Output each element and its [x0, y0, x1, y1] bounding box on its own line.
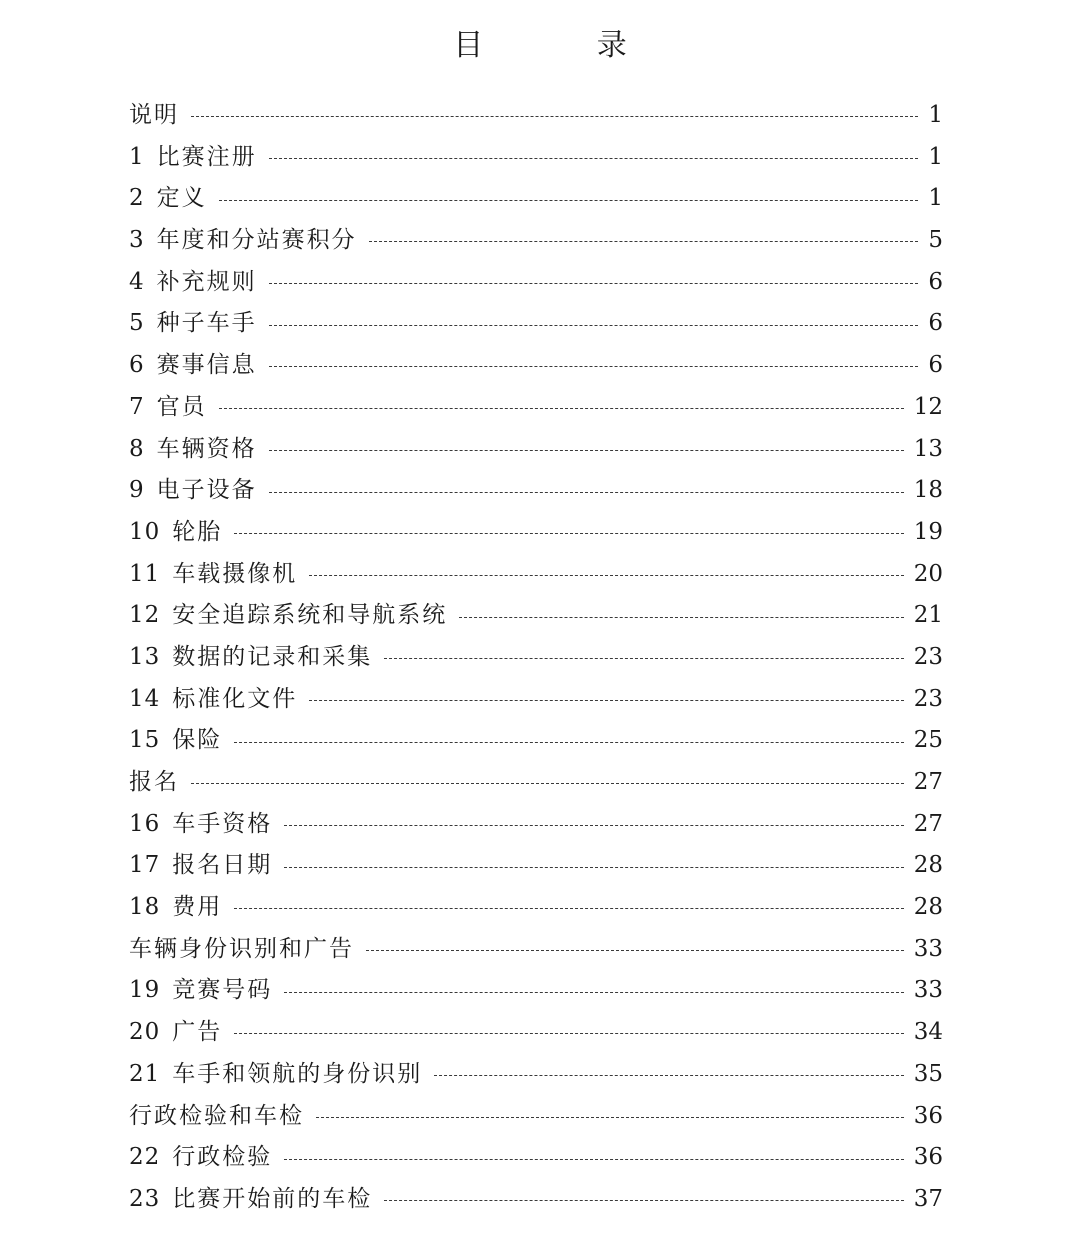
toc-entry-label: 种子车手: [156, 310, 257, 337]
toc-entry[interactable]: [129, 220, 943, 262]
toc-entry-page-number: 33: [913, 977, 943, 1004]
toc-entry-label: 补充规则: [156, 268, 257, 295]
toc-entry-page-number: 6: [928, 352, 943, 379]
toc-entry-number: 22: [129, 1144, 161, 1171]
toc-entry[interactable]: [129, 512, 943, 554]
toc-entry[interactable]: [129, 595, 943, 637]
toc-leader-dashes: [269, 366, 919, 367]
toc-entry-page-number: 1: [928, 185, 943, 212]
toc-entry[interactable]: [129, 637, 943, 679]
toc-leader-dashes: [284, 825, 903, 826]
toc-entry-number: 5: [129, 310, 145, 337]
toc-entry-page-number: 28: [913, 894, 943, 921]
toc-entry-label: 赛事信息: [156, 352, 257, 379]
toc-entry-number: 12: [129, 602, 161, 629]
toc-entry-number: 1: [129, 143, 145, 170]
toc-entry[interactable]: [129, 345, 943, 387]
toc-entry-number: 9: [129, 477, 145, 504]
toc-entry-page-number: 6: [928, 268, 943, 295]
toc-leader-dashes: [369, 241, 919, 242]
toc-entry[interactable]: [129, 178, 943, 220]
toc-entry-label: 车辆资格: [156, 435, 257, 462]
toc-entry-page-number: 36: [913, 1144, 943, 1171]
toc-entry-page-number: 33: [913, 935, 943, 962]
toc-entry-page-number: 6: [928, 310, 943, 337]
toc-entry-page-number: 27: [913, 810, 943, 837]
toc-entry[interactable]: [129, 929, 943, 971]
toc-entry-page-number: 5: [928, 227, 943, 254]
toc-entry-page-number: 1: [928, 143, 943, 170]
toc-entry-label: 比赛注册: [156, 143, 257, 170]
toc-leader-dashes: [384, 658, 903, 659]
toc-entry[interactable]: [129, 95, 943, 137]
toc-entry-label: 安全追踪系统和导航系统: [172, 602, 448, 629]
toc-leader-dashes: [234, 742, 903, 743]
toc-entry-number: 8: [129, 435, 145, 462]
toc-entry-page-number: 28: [913, 852, 943, 879]
toc-entry[interactable]: [129, 1137, 943, 1179]
toc-entry[interactable]: [129, 262, 943, 304]
toc-entry-number: 20: [129, 1019, 161, 1046]
toc-entry[interactable]: [129, 679, 943, 721]
toc-entry-label: 广告: [172, 1019, 223, 1046]
toc-leader-dashes: [219, 408, 904, 409]
toc-entry-label: 说明: [129, 102, 179, 128]
toc-leader-dashes: [234, 1033, 903, 1034]
toc-entry-label: 年度和分站赛积分: [156, 227, 357, 254]
toc-leader-dashes: [459, 617, 903, 618]
toc-entry[interactable]: [129, 1054, 943, 1096]
toc-entry[interactable]: [129, 887, 943, 929]
toc-entry-page-number: 27: [913, 769, 943, 795]
toc-entry-label: 报名日期: [172, 852, 273, 879]
toc-leader-dashes: [234, 908, 903, 909]
toc-entry-page-number: 35: [913, 1060, 943, 1087]
toc-entry-page-number: 23: [913, 643, 943, 670]
toc-entry-label: 数据的记录和采集: [172, 643, 373, 670]
toc-entry-number: 6: [129, 352, 145, 379]
toc-entry-page-number: 18: [913, 477, 943, 504]
toc-entry-number: 11: [129, 560, 161, 587]
toc-entry-number: 15: [129, 727, 161, 754]
toc-entry-label: 车载摄像机: [172, 560, 298, 587]
toc-leader-dashes: [384, 1200, 903, 1201]
toc-entry[interactable]: [129, 720, 943, 762]
toc-entry-label: 费用: [172, 894, 223, 921]
toc-entry-page-number: 21: [913, 602, 943, 629]
toc-leader-dashes: [366, 950, 904, 951]
toc-entry[interactable]: [129, 470, 943, 512]
toc-entry-page-number: 1: [928, 102, 943, 128]
toc-entry-page-number: 13: [913, 435, 943, 462]
toc-entry-label: 车手和领航的身份识别: [172, 1060, 423, 1087]
toc-entry-page-number: 19: [913, 518, 943, 545]
toc-entry[interactable]: [129, 554, 943, 596]
toc-entry-number: 13: [129, 643, 161, 670]
toc-entry-label: 官员: [156, 393, 207, 420]
toc-entry-number: 19: [129, 977, 161, 1004]
toc-entry[interactable]: [129, 1012, 943, 1054]
toc-leader-dashes: [191, 783, 904, 784]
toc-entry-number: 17: [129, 852, 161, 879]
toc-entry-number: 16: [129, 810, 161, 837]
toc-entry[interactable]: [129, 845, 943, 887]
toc-entry-label: 竞赛号码: [172, 977, 273, 1004]
toc-entry-page-number: 36: [913, 1102, 943, 1129]
toc-leader-dashes: [269, 325, 919, 326]
toc-leader-dashes: [316, 1117, 904, 1118]
toc-entry[interactable]: [129, 970, 943, 1012]
toc-leader-dashes: [284, 867, 903, 868]
toc-entry-label: 保险: [172, 727, 223, 754]
toc-entry-number: 10: [129, 518, 161, 545]
toc-entry-number: 3: [129, 227, 145, 254]
toc-entry-label: 标准化文件: [172, 685, 298, 712]
toc-leader-dashes: [284, 992, 903, 993]
toc-leader-dashes: [269, 450, 904, 451]
toc-leader-dashes: [219, 200, 919, 201]
toc-entry[interactable]: [129, 429, 943, 471]
toc-leader-dashes: [309, 575, 903, 576]
toc-leader-dashes: [269, 283, 919, 284]
toc-leader-dashes: [284, 1159, 903, 1160]
toc-entry-page-number: 23: [913, 685, 943, 712]
toc-entry[interactable]: [129, 137, 943, 179]
toc-entry-label: 报名: [129, 769, 179, 795]
toc-entry-number: 23: [129, 1185, 161, 1212]
toc-leader-dashes: [309, 700, 903, 701]
toc-entry[interactable]: [129, 1179, 943, 1221]
toc-leader-dashes: [234, 533, 903, 534]
toc-entry-label: 行政检验和车检: [129, 1102, 304, 1129]
toc-entry-label: 轮胎: [172, 518, 223, 545]
toc-entry-number: 14: [129, 685, 161, 712]
toc-entry-page-number: 37: [913, 1185, 943, 1212]
toc-entry-label: 车手资格: [172, 810, 273, 837]
toc-entry-label: 行政检验: [172, 1144, 273, 1171]
toc-entry-page-number: 34: [913, 1019, 943, 1046]
toc-entry[interactable]: [129, 303, 943, 345]
toc-entry-label: 比赛开始前的车检: [172, 1185, 373, 1212]
toc-entry-label: 车辆身份识别和广告: [129, 935, 354, 962]
toc-entry-number: 7: [129, 393, 145, 420]
toc-entry-label: 电子设备: [156, 477, 257, 504]
table-of-contents: [129, 95, 943, 1221]
toc-entry-page-number: 20: [913, 560, 943, 587]
toc-entry-number: 4: [129, 268, 145, 295]
toc-leader-dashes: [191, 116, 918, 117]
toc-entry-number: 18: [129, 894, 161, 921]
toc-leader-dashes: [269, 492, 904, 493]
page-title: 目 录: [453, 28, 679, 63]
toc-entry[interactable]: [129, 1096, 943, 1138]
toc-entry[interactable]: [129, 762, 943, 804]
toc-entry[interactable]: [129, 804, 943, 846]
toc-entry-label: 定义: [156, 185, 207, 212]
toc-entry-number: 2: [129, 185, 145, 212]
toc-leader-dashes: [434, 1075, 903, 1076]
toc-leader-dashes: [269, 158, 919, 159]
toc-entry-number: 21: [129, 1060, 161, 1087]
toc-entry-page-number: 25: [913, 727, 943, 754]
toc-entry-page-number: 12: [913, 393, 943, 420]
toc-entry[interactable]: [129, 387, 943, 429]
